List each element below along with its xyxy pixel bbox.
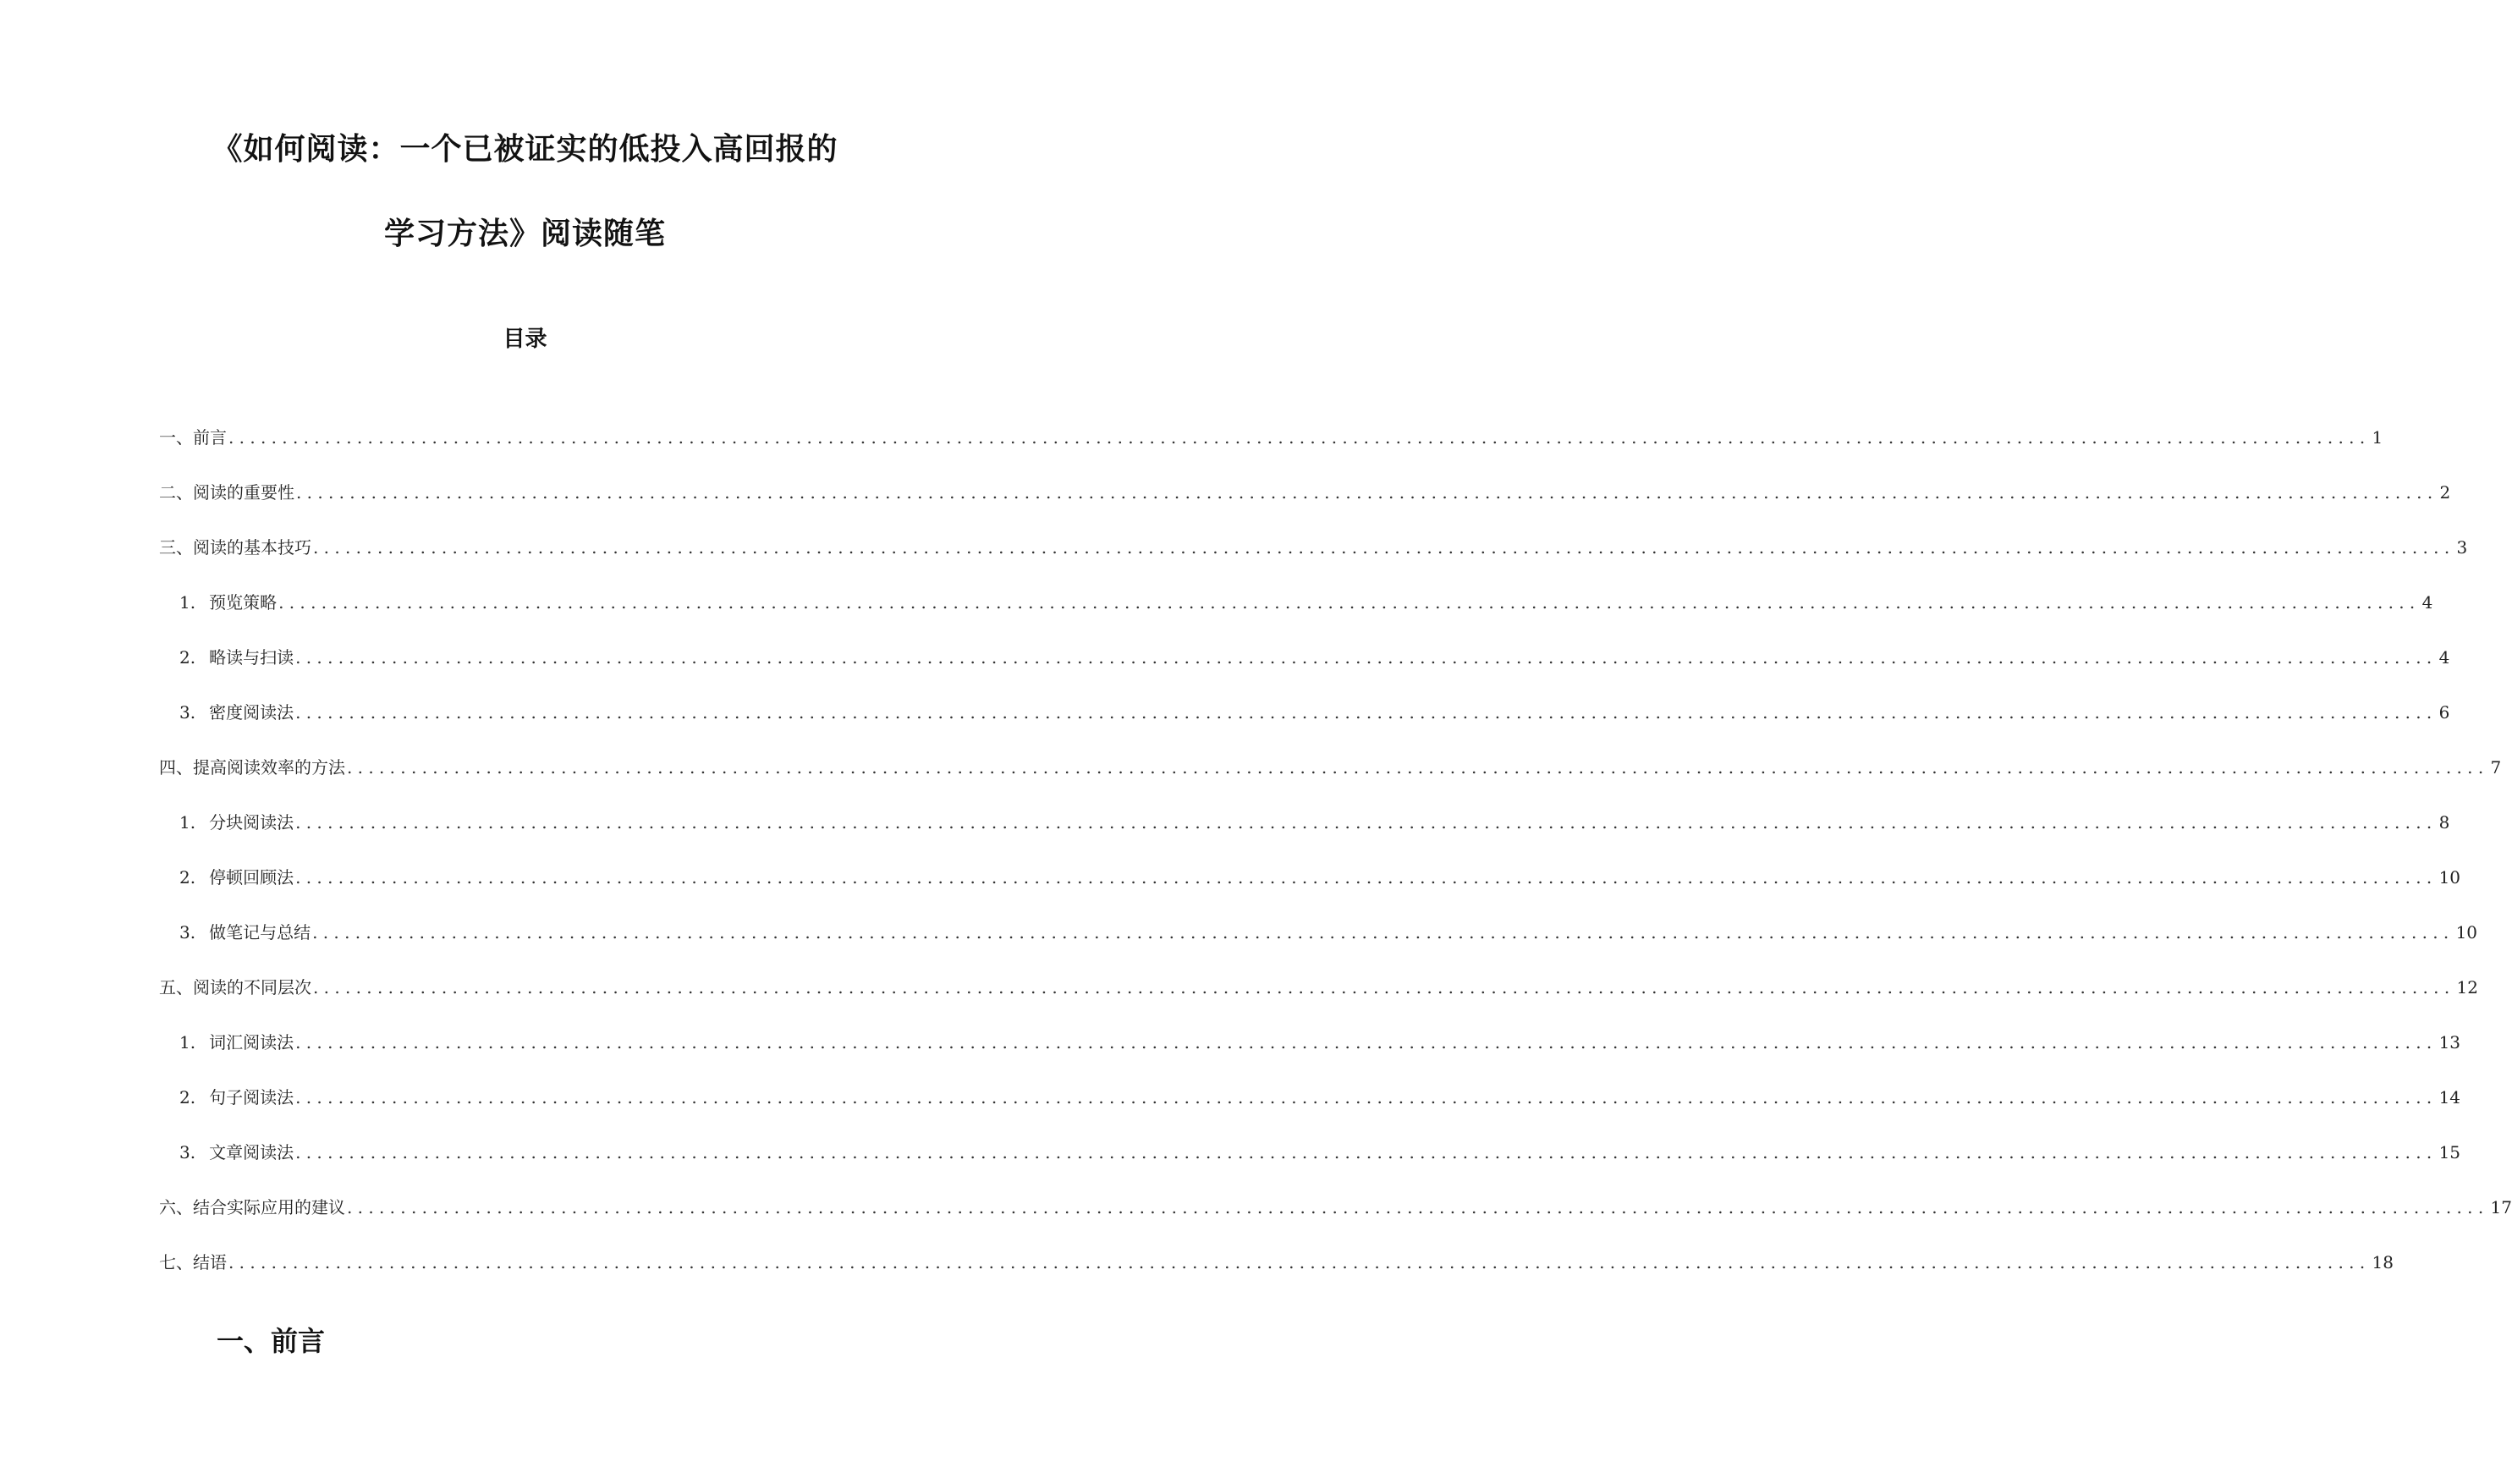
toc-entry-label bbox=[159, 1251, 227, 1273]
toc-entry[interactable] bbox=[159, 464, 2451, 519]
toc-entry-number: 3. bbox=[179, 1141, 196, 1162]
toc-leader-dots: ........................................................................................................................................................................................................ bbox=[347, 1196, 2489, 1217]
toc-entry[interactable] bbox=[159, 409, 2383, 464]
toc-leader-dots: ........................................................................................................................................................................................................ bbox=[295, 811, 2438, 833]
toc-page-number: 2 bbox=[2439, 481, 2451, 503]
toc-entry[interactable] bbox=[159, 1014, 2461, 1069]
toc-entry-text: 停顿回顾法 bbox=[209, 866, 294, 888]
toc-leader-dots: ........................................................................................................................................................................................................ bbox=[295, 1031, 2438, 1053]
toc-entry-text: 句子阅读法 bbox=[209, 1086, 294, 1108]
toc-entry-label bbox=[179, 646, 294, 668]
toc-leader-dots: ........................................................................................................................................................................................................ bbox=[312, 921, 2454, 943]
toc-entry-label bbox=[159, 536, 311, 558]
toc-entry-text: 分块阅读法 bbox=[209, 811, 294, 833]
toc-entry[interactable] bbox=[159, 739, 2502, 794]
toc-entry-text: 密度阅读法 bbox=[209, 701, 294, 723]
toc-entry-text: 一、前言 bbox=[159, 426, 227, 448]
toc-leader-dots: ........................................................................................................................................................................................................ bbox=[295, 1141, 2438, 1162]
toc-entry-text: 二、阅读的重要性 bbox=[159, 481, 294, 503]
document-title-line-1: 《如何阅读：一个已被证实的低投入高回报的 bbox=[212, 132, 838, 167]
toc-leader-dots: ........................................................................................................................................................................................................ bbox=[295, 866, 2438, 888]
toc-entry[interactable] bbox=[159, 629, 2450, 684]
document-title-line-2: 学习方法》阅读随笔 bbox=[383, 217, 666, 251]
toc-entry[interactable] bbox=[159, 519, 2468, 574]
table-of-contents bbox=[159, 409, 2512, 1289]
toc-entry[interactable] bbox=[159, 574, 2433, 629]
toc-page-number: 4 bbox=[2421, 591, 2433, 613]
toc-entry-label bbox=[179, 866, 294, 888]
toc-leader-dots: ........................................................................................................................................................................................................ bbox=[228, 1251, 2371, 1272]
toc-entry-label bbox=[179, 921, 311, 943]
toc-entry-label bbox=[179, 1086, 294, 1108]
toc-leader-dots: ........................................................................................................................................................................................................ bbox=[313, 976, 2455, 998]
toc-page-number: 10 bbox=[2438, 866, 2461, 888]
toc-entry-number: 2. bbox=[179, 866, 196, 888]
toc-page-number: 7 bbox=[2490, 756, 2502, 778]
toc-page-number: 13 bbox=[2438, 1031, 2461, 1053]
toc-heading: 目录 bbox=[503, 327, 547, 352]
toc-page-number: 3 bbox=[2456, 536, 2468, 558]
toc-entry-text: 预览策略 bbox=[209, 591, 278, 613]
toc-entry[interactable] bbox=[159, 904, 2478, 959]
toc-entry-number: 3. bbox=[179, 921, 196, 943]
toc-entry-text: 四、提高阅读效率的方法 bbox=[159, 756, 345, 778]
section-heading: 一、前言 bbox=[217, 1325, 326, 1357]
toc-entry-number: 1. bbox=[179, 591, 196, 613]
toc-page-number: 18 bbox=[2372, 1251, 2394, 1272]
toc-entry[interactable] bbox=[159, 959, 2478, 1014]
toc-entry-text: 三、阅读的基本技巧 bbox=[159, 536, 311, 558]
toc-page-number: 4 bbox=[2438, 646, 2450, 668]
toc-leader-dots: ........................................................................................................................................................................................................ bbox=[296, 481, 2438, 503]
toc-leader-dots: ........................................................................................................................................................................................................ bbox=[313, 536, 2455, 558]
toc-page-number: 17 bbox=[2490, 1196, 2512, 1217]
toc-entry[interactable] bbox=[159, 849, 2461, 904]
toc-entry-text: 做笔记与总结 bbox=[209, 921, 311, 943]
toc-page-number: 1 bbox=[2372, 426, 2383, 448]
toc-entry-label bbox=[159, 481, 294, 503]
toc-entry-label bbox=[159, 976, 311, 998]
toc-entry-text: 五、阅读的不同层次 bbox=[159, 976, 311, 998]
toc-page-number: 15 bbox=[2438, 1141, 2461, 1162]
toc-page-number: 14 bbox=[2438, 1086, 2461, 1108]
toc-entry-label bbox=[179, 811, 294, 833]
toc-entry-text: 七、结语 bbox=[159, 1251, 227, 1272]
toc-leader-dots: ........................................................................................................................................................................................................ bbox=[347, 756, 2489, 778]
toc-page-number: 12 bbox=[2456, 976, 2478, 998]
toc-entry-number: 2. bbox=[179, 646, 196, 668]
toc-page-number: 10 bbox=[2455, 921, 2478, 943]
toc-entry[interactable] bbox=[159, 684, 2450, 739]
toc-leader-dots: ........................................................................................................................................................................................................ bbox=[295, 701, 2438, 723]
toc-entry-label bbox=[179, 1031, 294, 1053]
toc-entry-number: 1. bbox=[179, 811, 196, 833]
toc-leader-dots: ........................................................................................................................................................................................................ bbox=[228, 426, 2371, 448]
toc-entry-text: 词汇阅读法 bbox=[209, 1031, 294, 1053]
toc-entry[interactable] bbox=[159, 794, 2450, 849]
toc-entry-label bbox=[179, 591, 277, 613]
toc-entry-label bbox=[179, 701, 294, 723]
toc-leader-dots: ........................................................................................................................................................................................................ bbox=[295, 1086, 2438, 1108]
toc-entry-number: 2. bbox=[179, 1086, 196, 1108]
toc-leader-dots: ........................................................................................................................................................................................................ bbox=[295, 646, 2438, 668]
toc-entry[interactable] bbox=[159, 1124, 2461, 1179]
toc-entry-text: 略读与扫读 bbox=[209, 646, 294, 668]
toc-page-number: 6 bbox=[2438, 701, 2450, 723]
toc-entry[interactable] bbox=[159, 1234, 2394, 1289]
toc-entry-label bbox=[179, 1141, 294, 1163]
toc-entry-label bbox=[159, 756, 345, 778]
toc-leader-dots: ........................................................................................................................................................................................................ bbox=[278, 591, 2421, 613]
toc-page-number: 8 bbox=[2438, 811, 2450, 833]
toc-entry-label bbox=[159, 426, 227, 448]
toc-entry[interactable] bbox=[159, 1179, 2512, 1234]
toc-entry-number: 3. bbox=[179, 701, 196, 723]
toc-entry[interactable] bbox=[159, 1069, 2461, 1124]
toc-entry-label bbox=[159, 1196, 345, 1218]
toc-entry-text: 六、结合实际应用的建议 bbox=[159, 1196, 345, 1217]
toc-entry-text: 文章阅读法 bbox=[209, 1141, 294, 1162]
toc-entry-number: 1. bbox=[179, 1031, 196, 1053]
